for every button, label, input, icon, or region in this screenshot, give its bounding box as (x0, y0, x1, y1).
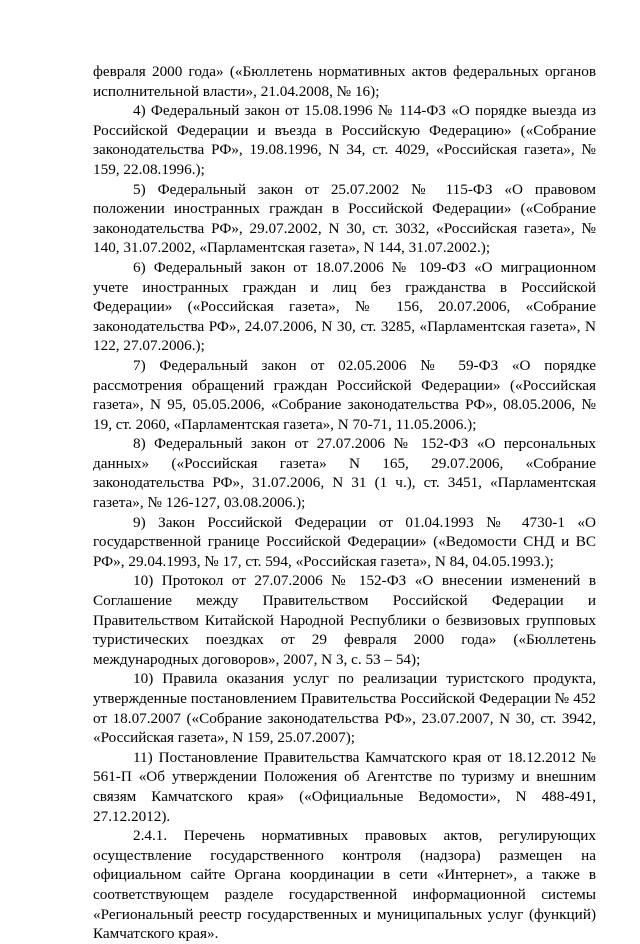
paragraph-item-11: 11) Постановление Правительства Камчатского края от 18.12.2012 № 561-П «Об утверждении Положения об Агентстве по туризму и внешним связям Камчатского края» («Официальные Ведомости», N 488-491, 27.12.2012). (93, 748, 596, 825)
paragraph-item-10-rules: 10) Правила оказания услуг по реализации туристского продукта, утвержденные постановлением Правительства Российской Федерации № 452 от 18.07.2007 («Собрание законодательства РФ», 23.07.2007, N 30, ст. 3942, «Российская газета», N 159, 25.07.2007); (93, 670, 596, 747)
paragraph-item-4: 4) Федеральный закон от 15.08.1996 № 114-ФЗ «О порядке выезда из Российской Федерации и въезда в Российскую Федерацию» («Собрание законодательства РФ», 19.08.1996, N 34, ст. 4029, «Российская газета», № 159, 22.08.1996.); (93, 102, 596, 178)
paragraph-item-10-protocol: 10) Протокол от 27.07.2006 № 152-ФЗ «О внесении изменений в Соглашение между Правительством Российской Федерации и Правительством Китайской Народной Республики о безвизовых групповых туристических поездках от 29 февраля 2000 года» («Бюллетень международных договоров», 2007, N 3, с. 53 – 54); (93, 572, 596, 668)
paragraph-continuation: февраля 2000 года» («Бюллетень нормативных актов федеральных органов исполнительной власти», 21.04.2008, № 16); (93, 63, 596, 100)
paragraph-item-5: 5) Федеральный закон от 25.07.2002 № 115-ФЗ «О правовом положении иностранных граждан в Российской Федерации» («Собрание законодательства РФ», 29.07.2002, N 30, ст. 3032, «Российская газета», № 140, 31.07.2002, «Парламентская газета», N 144, 31.07.2002.); (93, 180, 596, 257)
paragraph-item-9: 9) Закон Российской Федерации от 01.04.1993 № 4730-1 «О государственной границе Российской Федерации» («Ведомости СНД и ВС РФ», 29.04.1993, № 17, ст. 594, «Российская газета», N 84, 04.05.1993.); (93, 513, 596, 570)
paragraph-item-7: 7) Федеральный закон от 02.05.2006 № 59-ФЗ «О порядке рассмотрения обращений граждан Российской Федерации» («Российская газета», N 95, 05.05.2006, «Собрание законодательства РФ», 08.05.2006, № 19, ст. 2060, «Парламентская газета», N 70-71, 11.05.2006.); (93, 356, 596, 433)
paragraph-section-2-4-1: 2.4.1. Перечень нормативных правовых актов, регулирующих осуществление государственного контроля (надзора) размещен на официальном сайте Органа координации в сети «Интернет», а также в соответствующем разделе государственной информационной системы «Региональный реестр государственных и муниципальных услуг (функций) Камчатского края». (93, 827, 596, 943)
document-page (93, 62, 596, 944)
paragraph-item-6: 6) Федеральный закон от 18.07.2006 № 109-ФЗ «О миграционном учете иностранных граждан и лиц без гражданства в Российской Федерации» («Российская газета», № 156, 20.07.2006, «Собрание законодательства РФ», 24.07.2006, N 30, ст. 3285, «Парламентская газета», N 122, 27.07.2006.); (93, 258, 596, 355)
paragraph-item-8: 8) Федеральный закон от 27.07.2006 № 152-ФЗ «О персональных данных» («Российская газета» N 165, 29.07.2006, «Собрание законодательства РФ», 31.07.2006, N 31 (1 ч.), ст. 3451, «Парламентская газета», № 126-127, 03.08.2006.); (93, 435, 596, 512)
